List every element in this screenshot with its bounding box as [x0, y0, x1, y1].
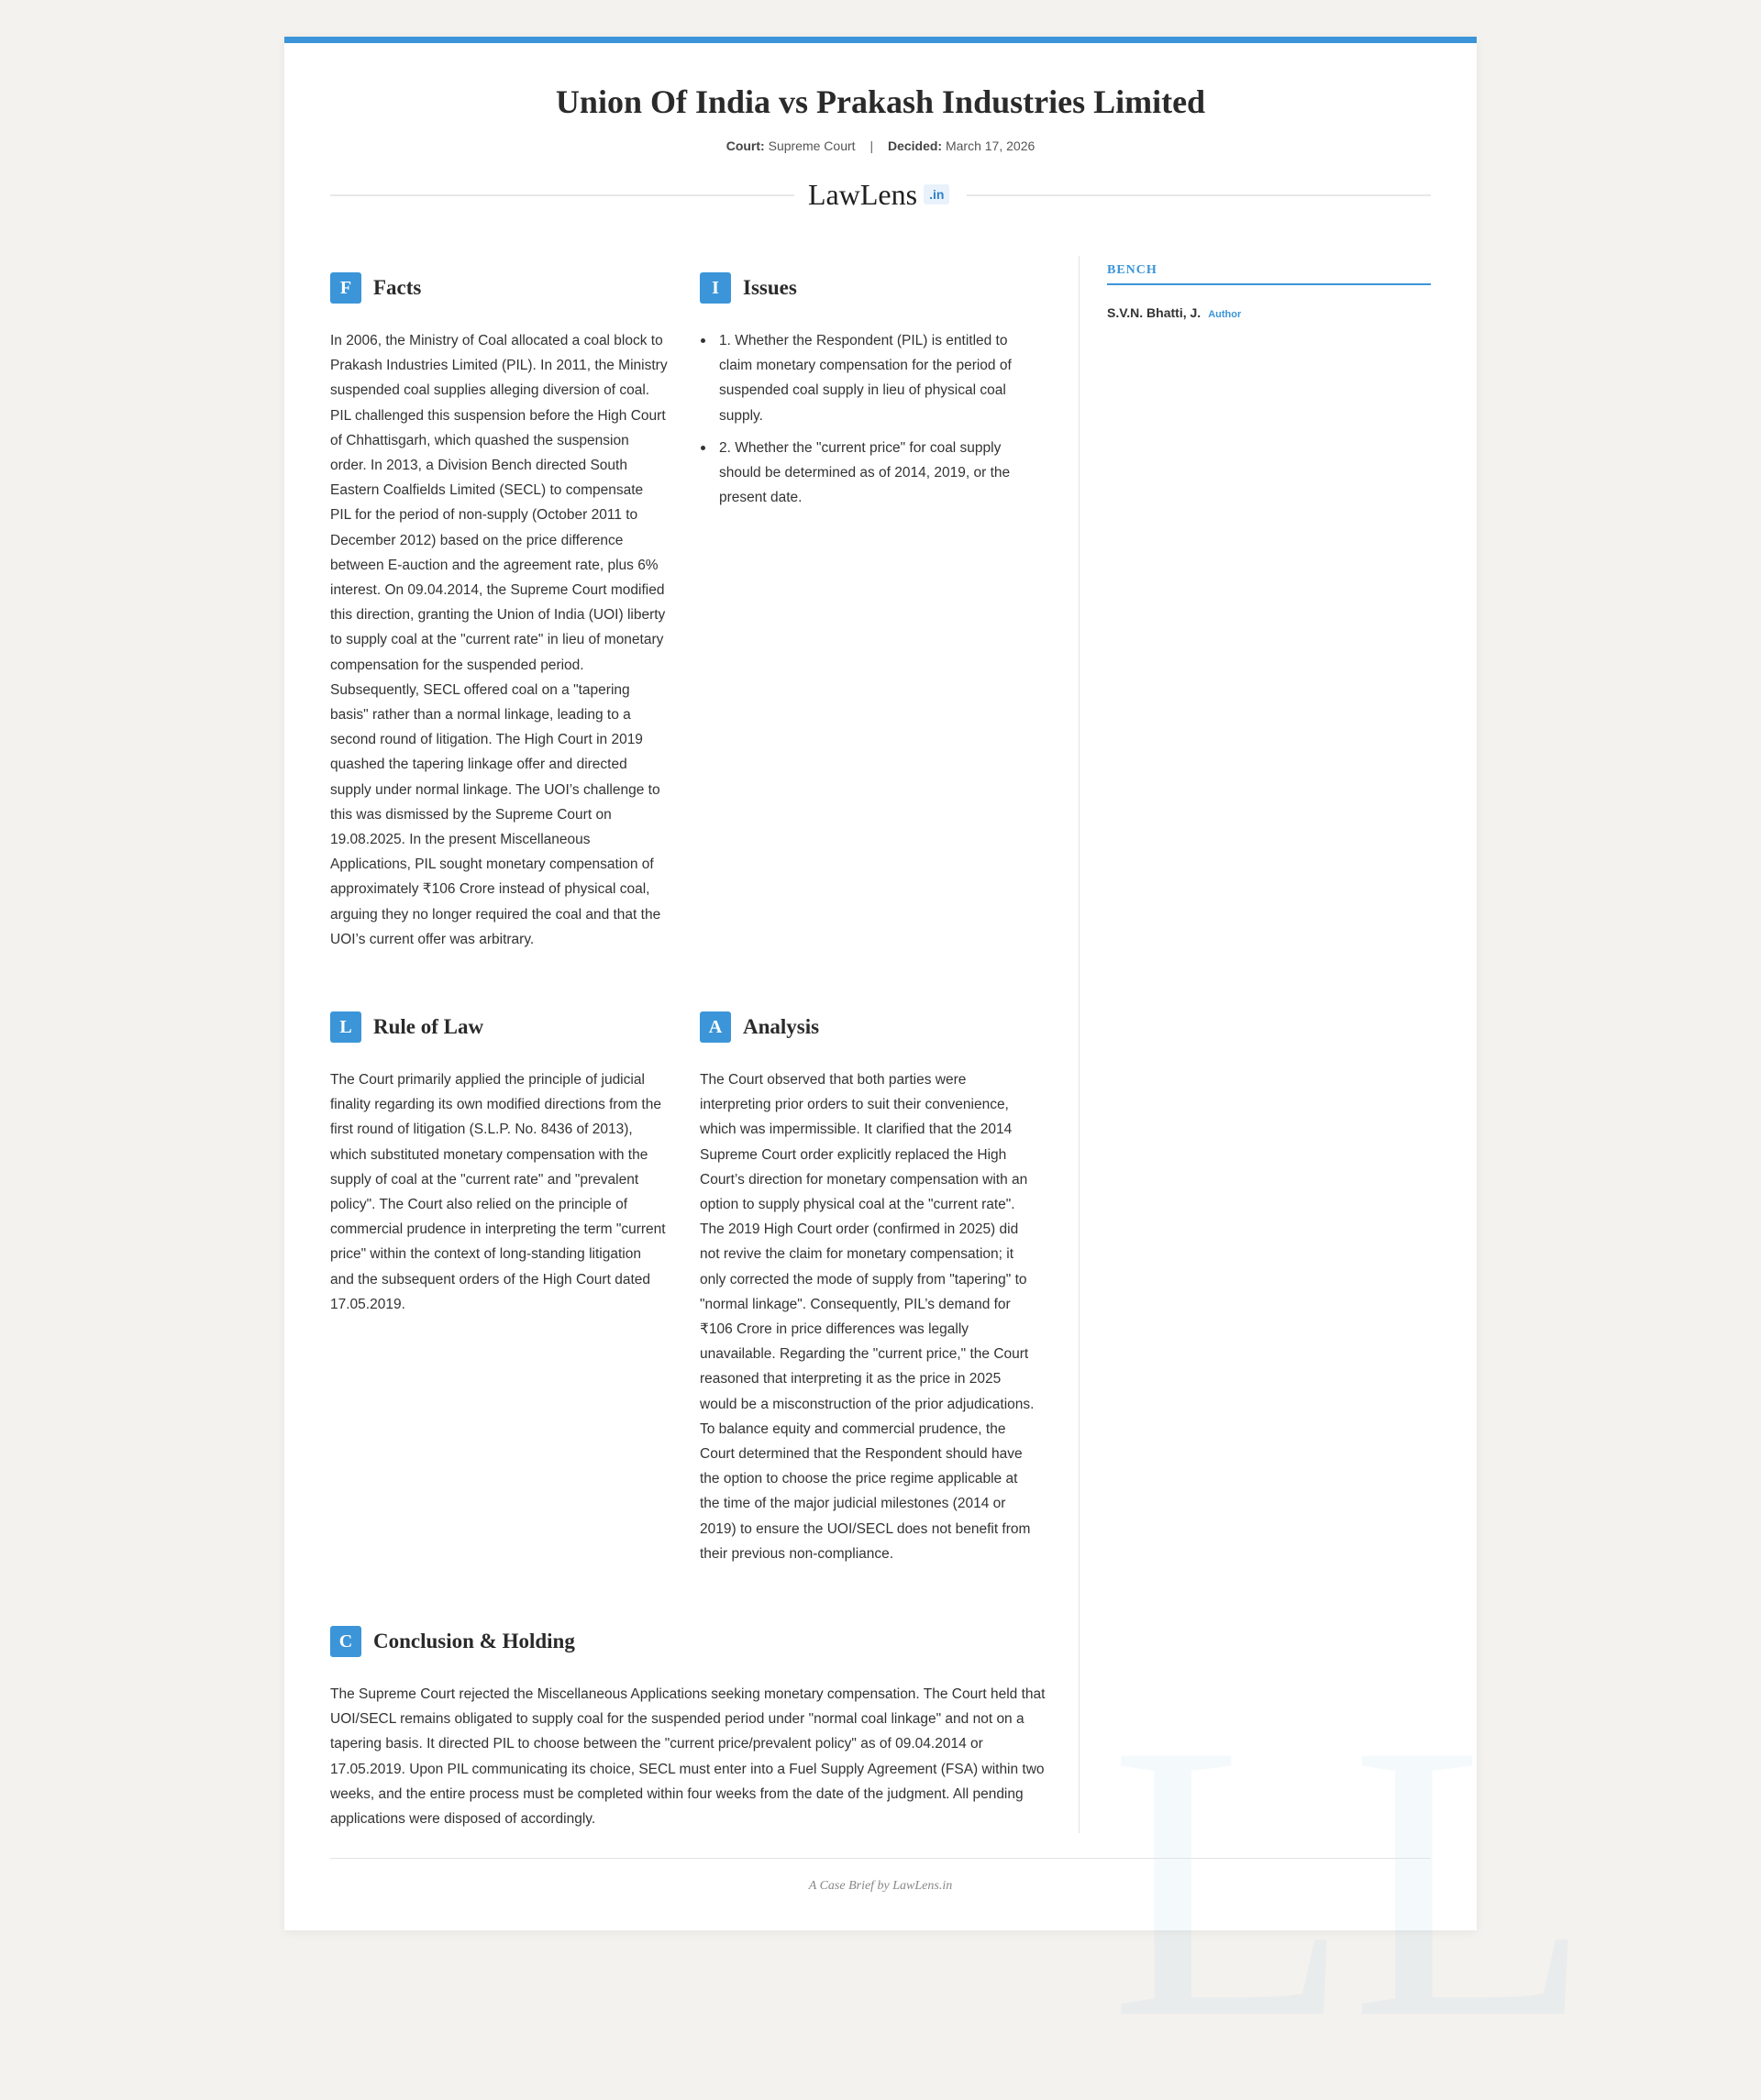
case-title: Union Of India vs Prakash Industries Limited: [555, 83, 1206, 120]
rule-section: [330, 1011, 668, 1317]
facts-body: [330, 328, 668, 952]
bench-heading: BENCH: [1107, 263, 1431, 285]
rule-letter-badge: L: [330, 1011, 361, 1043]
court-value: Supreme Court: [768, 138, 856, 153]
conclusion-section: [330, 1625, 1046, 1831]
brand-row: [330, 171, 1431, 217]
bench-judge: [1107, 305, 1431, 320]
issues-section: [700, 271, 1034, 517]
facts-letter-badge: F: [330, 272, 361, 304]
analysis-title: Analysis: [743, 1015, 820, 1038]
brand-divider-left: [330, 194, 794, 196]
rule-title: Rule of Law: [373, 1015, 484, 1038]
brand-name: LawLens: [808, 177, 918, 211]
judge-name: S.V.N. Bhatti, J.: [1107, 305, 1202, 320]
footer-credit: A Case Brief by LawLens.in: [808, 1879, 953, 1893]
rule-body: [330, 1067, 668, 1317]
court-label: Court:: [725, 138, 765, 153]
bench-sidebar: [1107, 263, 1431, 320]
judge-role-badge: Author: [1208, 309, 1242, 320]
rule-header: [330, 1011, 668, 1044]
analysis-header: [700, 1011, 1037, 1044]
facts-section: [330, 271, 668, 952]
brand-logo[interactable]: [808, 173, 949, 216]
analysis-letter-badge: A: [700, 1011, 731, 1043]
column-divider: [1079, 256, 1080, 1833]
decided-label: Decided:: [887, 138, 943, 153]
issues-letter-badge: I: [700, 272, 731, 304]
meta-separator: |: [869, 138, 874, 153]
conclusion-body: [330, 1682, 1046, 1831]
brand-watermark: LL: [1110, 1663, 1592, 2100]
facts-title: Facts: [373, 276, 422, 299]
analysis-section: [700, 1011, 1037, 1566]
conclusion-text: The Supreme Court rejected the Miscellaneous Applications seeking monetary compensation. The Court held that UOI/SECL remains obligated to supply coal for the suspended period under "normal coal linkage" and not on a tapering basis. It directed PIL to choose between the "current price/prevalent policy" as of 09.04.2014 or 17.05.2019. Upon PIL communicating its choice, SECL must enter into a Fuel Supply Agreement (FSA) within two weeks, and the entire process must be completed within four weeks from the date of the judgment. All pending applications were disposed of accordingly.: [330, 1686, 1046, 1828]
issues-header: [700, 271, 1034, 304]
analysis-body: [700, 1067, 1037, 1566]
case-meta: [284, 138, 1477, 153]
decided-value: March 17, 2026: [945, 138, 1036, 153]
conclusion-letter-badge: C: [330, 1626, 361, 1657]
issue-item: 2. Whether the "current price" for coal supply should be determined as of 2014, 2019, or the present date.: [700, 436, 1034, 511]
issues-body: [700, 328, 1034, 510]
case-brief-page: [284, 37, 1592, 2100]
facts-header: [330, 271, 668, 304]
brand-divider-right: [967, 194, 1431, 196]
issues-title: Issues: [743, 276, 797, 299]
issues-list: [700, 328, 1034, 510]
facts-text: In 2006, the Ministry of Coal allocated a coal block to Prakash Industries Limited (PIL). In 2011, the Ministry suspended coal supplies alleging diversion of coal. PIL challenged this suspension before the High Court of Chhattisgarh, which quashed the suspension order. In 2013, a Division Bench directed South Eastern Coalfields Limited (SECL) to compensate PIL for the period of non-supply (October 2011 to December 2012) based on the price difference between E-auction and the agreement rate, plus 6% interest. On 09.04.2014, the Supreme Court modified this direction, granting the Union of India (UOI) liberty to supply coal at the "current rate" in lieu of monetary compensation for the suspended period. Subsequently, SECL offered coal on a "tapering basis" rather than a normal linkage, leading to a second round of litigation. The High Court in 2019 quashed the tapering linkage offer and directed supply under normal linkage. The UOI’s challenge to this was dismissed by the Supreme Court on 19.08.2025. In the present Miscellaneous Applications, PIL sought monetary compensation of approximately ₹106 Crore instead of physical coal, arguing they no longer required the coal and that the UOI’s current offer was arbitrary.: [330, 333, 668, 947]
issue-item: 1. Whether the Respondent (PIL) is entitled to claim monetary compensation for the period of suspended coal supply in lieu of physical coal supply.: [700, 328, 1034, 428]
conclusion-title: Conclusion & Holding: [373, 1630, 575, 1652]
brand-tld-badge: .in: [924, 184, 949, 204]
analysis-text: The Court observed that both parties were interpreting prior orders to suit their convenience, which was impermissible. It clarified that the 2014 Supreme Court order explicitly replaced the High Court’s direction for monetary compensation with an option to supply physical coal at the "current rate". The 2019 High Court order (confirmed in 2025) did not revive the claim for monetary compensation; it only corrected the mode of supply from "tapering" to "normal linkage". Consequently, PIL’s demand for ₹106 Crore in price differences was legally unavailable. Regarding the "current price," the Court reasoned that interpreting it as the price in 2025 would be a misconstruction of the prior adjudications. To balance equity and commercial prudence, the Court determined that the Respondent should have the option to choose the price regime applicable at the time of the major judicial milestones (2014 or 2019) to ensure the UOI/SECL does not benefit from their previous non-compliance.: [700, 1072, 1035, 1562]
footer-divider: [330, 1858, 1431, 1859]
conclusion-header: [330, 1625, 1046, 1658]
rule-text: The Court primarily applied the principle of judicial finality regarding its own modified directions from the first round of litigation (S.L.P. No. 8436 of 2013), which substituted monetary compensation with the supply of coal at the "current rate" and "prevalent policy". The Court also relied on the principle of commercial prudence in interpreting the term "current price" within the context of long-standing litigation and the subsequent orders of the High Court dated 17.05.2019.: [330, 1072, 666, 1312]
